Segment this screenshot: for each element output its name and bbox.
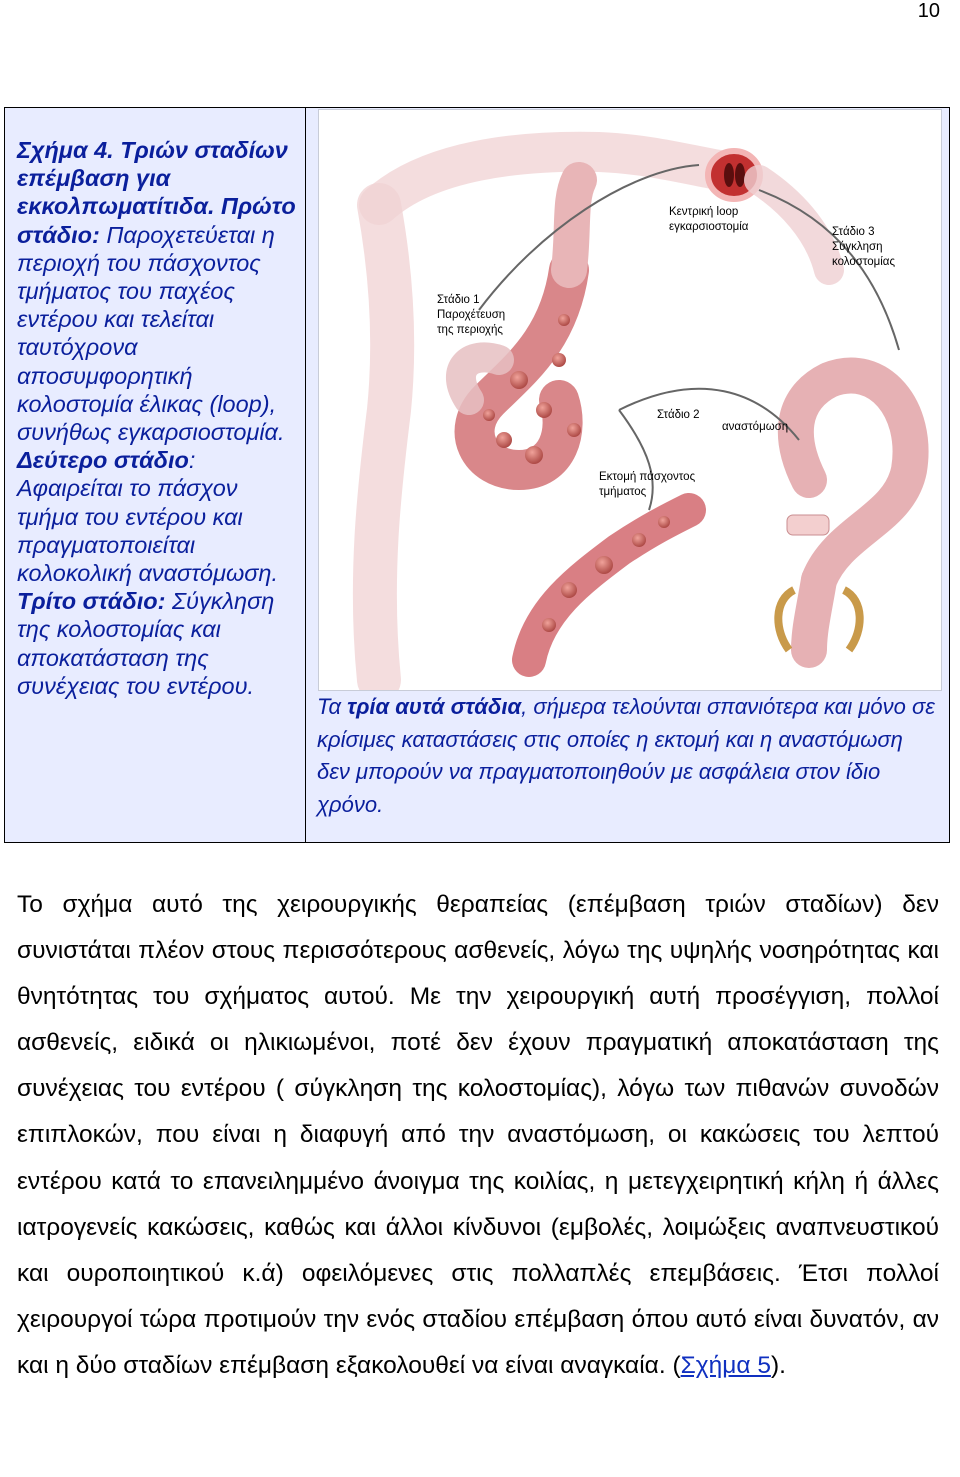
rectum <box>809 580 819 650</box>
diverticulum <box>632 533 646 547</box>
label-stage1-3: της περιοχής <box>437 324 503 336</box>
diverticulum <box>542 618 556 632</box>
page-number: 10 <box>917 0 940 22</box>
colon-illustration <box>318 109 942 691</box>
figure-divider <box>305 108 306 842</box>
right-caption-rest: , σήμερα τελούνται σπανιότερα και μόνο σε κρίσιμες καταστάσεις στις οποίες η εκτομή και η αναστόμωση δεν μπορούν να πραγματοποιηθούν με ασφάλεια στον ίδιο χρόνο. <box>317 694 935 817</box>
label-stage3-3: κολοστομίας <box>832 256 896 268</box>
diverticulum <box>536 402 552 418</box>
colon-reconnected <box>796 376 911 580</box>
label-stage1-2: Παροχέτευση <box>437 309 506 321</box>
right-caption-bold: τρία αυτά στάδια <box>347 694 522 719</box>
rectum-stump <box>787 515 829 535</box>
colon-descending <box>569 180 579 270</box>
diverticulum <box>525 446 543 464</box>
body-paragraph-tail: ). <box>770 1351 786 1379</box>
diverticulum <box>595 556 613 574</box>
diverticulum <box>496 432 512 448</box>
stage1-text: Παροχετεύεται η περιοχή του πάσχοντος τμήματος του παχέος εντέρου και τελείται ταυτόχρονα αποσυμφορητική κολοστομία έλικας (loop), συνήθως εγκαρσιοστομία. <box>17 221 285 446</box>
stage2-colon: : <box>188 447 196 474</box>
label-central-loop-2: εγκαρσιοστομία <box>669 221 749 233</box>
colon-transverse-left <box>379 152 719 205</box>
figure-5-link[interactable]: Σχήμα 5 <box>680 1351 771 1379</box>
label-resection-1: Εκτομή πάσχοντος <box>599 471 696 483</box>
diverticulum <box>552 353 566 367</box>
diverticulum <box>558 314 570 326</box>
diverticulum <box>567 423 581 437</box>
figure-4-box <box>4 107 950 843</box>
stage2-text: Αφαιρείται το πάσχον τμήμα του εντέρου και πραγματοποιείται κολοκολική αναστόμωση. <box>17 475 278 587</box>
diverticulum <box>561 582 577 598</box>
stage1-heading: Πρώτο στάδιο: <box>17 193 296 248</box>
colon-ascending <box>375 205 392 680</box>
figure-right-caption <box>317 691 937 821</box>
diverticulum <box>658 516 670 528</box>
label-central-loop-1: Κεντρική loop <box>669 206 739 218</box>
stoma-opening <box>724 163 734 187</box>
figure-title: Σχήμα 4. Τριών σταδίων επέμβαση για εκκολπωματίτιδα. <box>17 137 288 220</box>
body-paragraph <box>17 882 939 1389</box>
stoma-opening <box>735 163 745 187</box>
stage3-heading: Τρίτο στάδιο: <box>17 588 166 615</box>
colon-illustration-svg <box>319 110 941 690</box>
diverticulum <box>510 371 528 389</box>
label-stage1-1: Στάδιο 1 <box>437 294 480 306</box>
label-resection-2: τμήματος <box>599 486 647 498</box>
body-paragraph-text: Το σχήμα αυτό της χειρουργικής θεραπείας (επέμβαση τριών σταδίων) δεν συνιστάται πλέον στους περισσότερους ασθενείς, λόγω της υψηλής νοσηρότητας και θνητότητας του σχήματος αυτού. Με την χειρουργική αυτή προσέγγιση, πολλοί ασθενείς, ειδικά οι ηλικιωμένοι, ποτέ δεν έχουν πραγματική αποκατάσταση της συνέχειας του εντέρου ( σύγκληση της κολοστομίας), λόγω των πιθανών συνοδών επιπλοκών, που είναι η διαφυγή από την αναστόμωση, οι κακώσεις του λεπτού εντέρου κατά το επανειλημμένο άνοιγμα της κοιλίας, η μετεγχειρητική κήλη ή άλλες ιατρογενείς κακώσεις, καθώς και άλλοι κίνδυνοι (εμβολές, λοιμώξεις αναπνευστικού και ουροποιητικού κ.ά) οφειλόμενες στις πολλαπλές επεμβάσεις. Έτσι πολλοί χειρουργοί τώρα προτιμούν την ενός σταδίου επέμβαση όπου αυτό είναι δυνατόν, αν και η δύο σταδίων επέμβαση εξακολουθεί να είναι αναγκαία. ( <box>17 891 939 1379</box>
figure-left-caption <box>17 136 299 700</box>
resected-segment <box>529 510 689 660</box>
label-stage3-1: Στάδιο 3 <box>832 226 875 238</box>
right-caption-prefix: Τα <box>317 694 348 719</box>
label-stage2: Στάδιο 2 <box>657 409 700 421</box>
stage3-text: Σύγκληση της κολοστομίας και αποκατάσταση της συνέχειας του εντέρου. <box>17 588 275 699</box>
label-stage3-2: Σύγκληση <box>832 241 883 253</box>
diverticulum <box>483 409 495 421</box>
label-anastomosis: αναστόμωση <box>722 421 789 433</box>
stage2-heading: Δεύτερο στάδιο <box>17 447 189 474</box>
